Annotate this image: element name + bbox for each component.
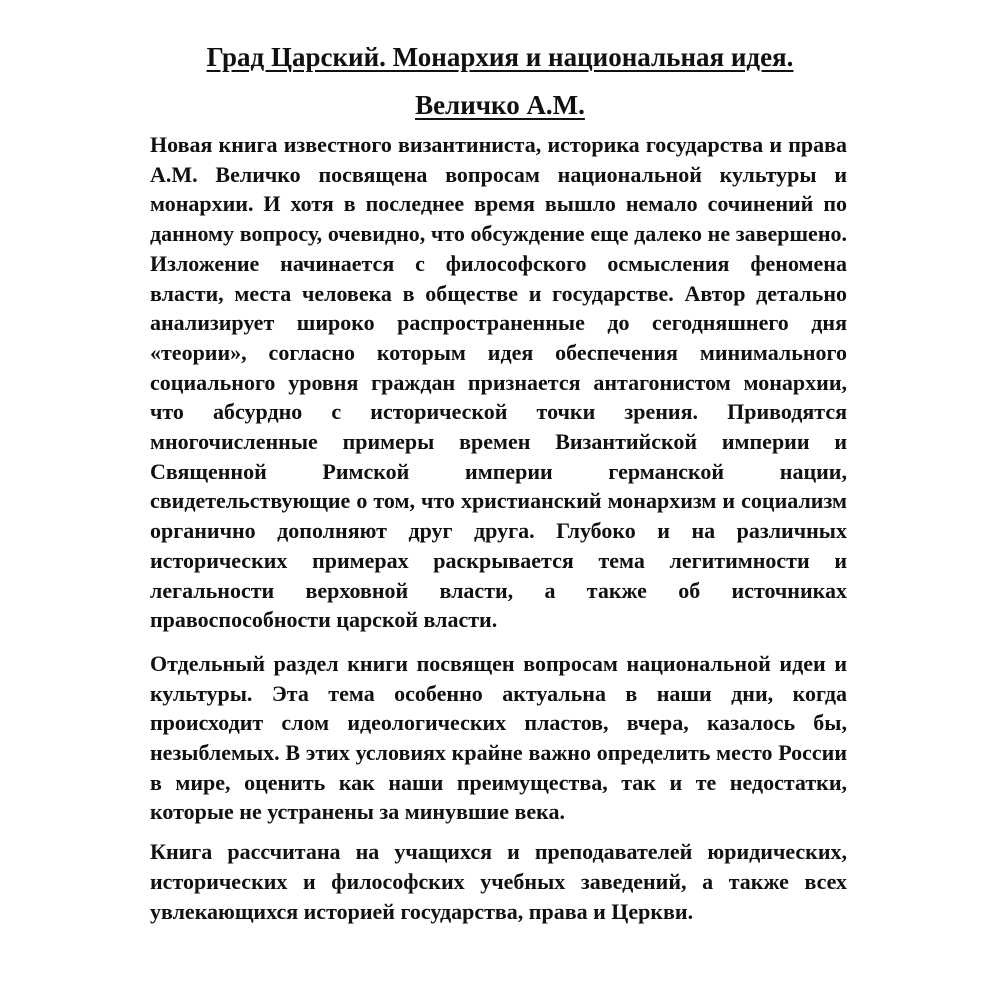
- book-title: Град Царский. Монархия и национальная идея.: [206, 42, 794, 72]
- paragraph-intro: Новая книга известного византиниста, историка государства и права А.М. Величко посвящена вопросам национальной культуры и монархии. И хотя в последнее время вышло немало сочинений по данному вопросу, очевидно, что обсуждение еще далеко не завершено. Изложение начинается с философского осмысления феномена власти, места человека в обществе и государстве. Автор детально анализирует широко распространенные до сегодняшнего дня «теории», согласно которым идея обеспечения минимального социального уровня граждан признается антагонистом монархии, что абсурдно с исторической точки зрения. Приводятся многочисленные примеры времен Византийской империи и Священной Римской империи германской нации, свидетельствующие о том, что христианский монархизм и социализм органично дополняют друг друга. Глубоко и на различных исторических примерах раскрывается тема легитимности и легальности верховной власти, а также об источниках правоспособности царской власти.: [150, 132, 847, 633]
- book-author: Величко А.М.: [415, 90, 585, 120]
- annotation-body: [150, 130, 847, 926]
- paragraph-audience: Книга рассчитана на учащихся и преподавателей юридических, исторических и философских учебных заведений, а также всех увлекающихся историей государства, права и Церкви.: [150, 839, 847, 924]
- paragraph-national-idea: Отдельный раздел книги посвящен вопросам национальной идеи и культуры. Эта тема особенно актуальна в наши дни, когда происходит слом идеологических пластов, вчера, казалось бы, незыблемых. В этих условиях крайне важно определить место России в мире, оценить как наши преимущества, так и те недостатки, которые не устранены за минувшие века.: [150, 650, 847, 825]
